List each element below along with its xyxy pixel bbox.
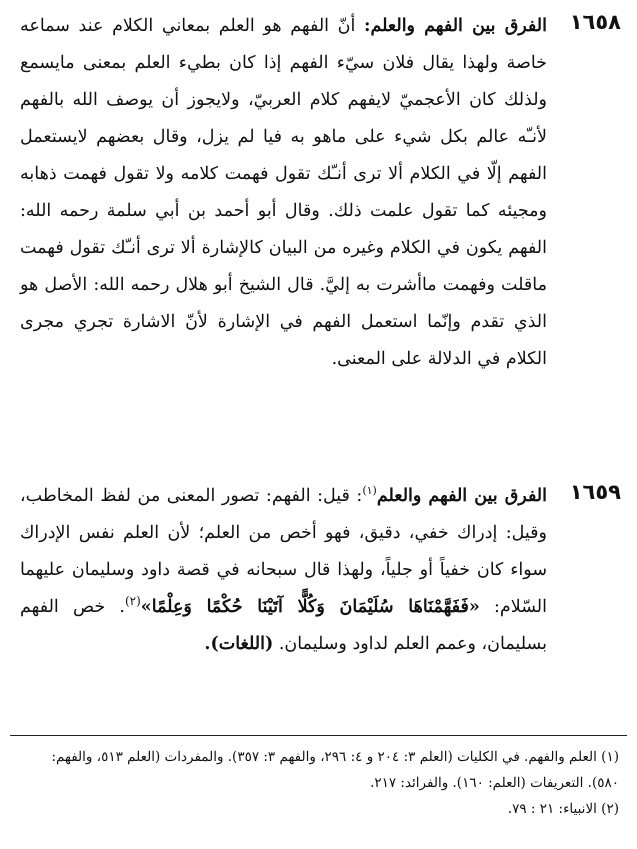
- footnote-ref-2: (٢): [124, 594, 141, 609]
- entry-number: ١٦٥٩: [569, 480, 621, 504]
- entry-heading: الفرق بين الفهم والعلم: [376, 486, 548, 506]
- footnotes: [18, 744, 619, 822]
- entry-1659: [20, 478, 621, 663]
- footnote-divider: [10, 735, 627, 736]
- entry-body-text: : قيل: الفهم: تصور المعنى من لفظ المخاطب، وقيل: إدراك خفي، دقيق، فهو أخص من العلم؛ لأن العلم نفس الإدراك سواء كان خفياً أو جلياً، ولهذا قال سبحانه في قصة داود وسليمان عليهما السّلام:: [20, 486, 547, 617]
- entry-1658: [20, 8, 621, 378]
- entry-text: [20, 478, 547, 663]
- footnote-ref-1: (١): [362, 484, 377, 498]
- footnote-1: (١) العلم والفهم. في الكليات (العلم ٣: ٢٠٤ و ٤: ٢٩٦، والفهم ٣: ٣٥٧). والمفردات (العلم ٥١٣، والفهم: ٥٨٠). التعريفات (العلم: ١٦٠). والفرائد: ٢١٧.: [51, 749, 619, 791]
- footnote-2: (٢) الانبياء: ٢١ : ٧٩.: [507, 801, 619, 817]
- quran-quote: «فَفَهَّمْنَاهَا سُلَيْمَانَ وَكُلًّا آتَيْنَا حُكْمًا وَعِلْمًا»: [140, 597, 480, 617]
- entry-number: ١٦٥٨: [569, 10, 621, 34]
- entry-body-text: أنّ الفهم هو العلم بمعاني الكلام عند سماعه خاصة ولهذا يقال فلان سيّء الفهم إذا كان بطيء العلم بمعنى مايسمع ولذلك كان الأعجميّ لايفهم كلام العربيّ، ولايجوز أن يوصف الله بالفهم لأنـّه عالم بكل شيء على ماهو به فيا لم يزل، وقال بعضهم لايستعمل الفهم إلّا في الكلام ألا ترى أنـّك تقول فهمت كلامه ولا تقول فهمت ذهابه ومجيئه كما تقول علمت ذلك. وقال أبو أحمد بن أبي سلمة رحمه الله: الفهم يكون في الكلام وغيره من البيان كالإشارة ألا ترى أنـّك تقول فهمت ماقلت وفهمت ماأشرت به إليَّ. قال الشيخ أبو هلال رحمه الله: الأصل هو الذي تقدم وإنّما استعمل الفهم في الإشارة لأنّ الاشارة تجري مجرى الكلام في الدلالة على المعنى.: [20, 16, 547, 369]
- entry-text: [20, 8, 547, 378]
- entry-body-text-after: . خص الفهم بسليمان، وعمم العلم لداود وسليمان.: [20, 597, 547, 654]
- entry-heading: الفرق بين الفهم والعلم:: [364, 16, 547, 36]
- source-label: (اللغات).: [204, 634, 274, 654]
